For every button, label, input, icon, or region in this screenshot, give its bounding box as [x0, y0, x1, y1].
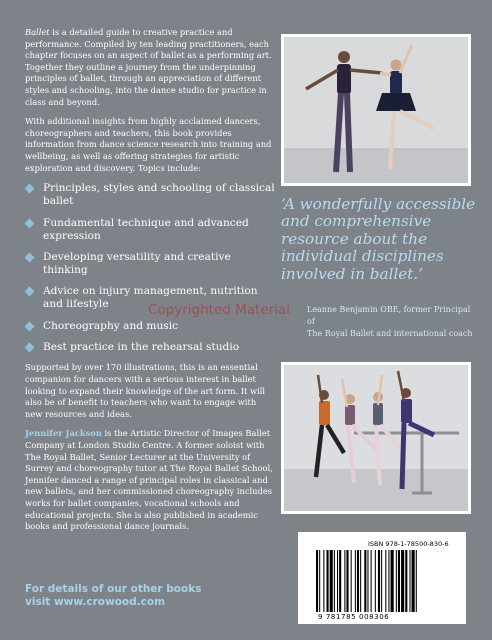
topic-label: Fundamental technique and advanced expression: [43, 216, 249, 242]
barcode-bar: [416, 550, 417, 612]
topic-item: [25, 251, 275, 277]
barcode-bar: [375, 550, 376, 612]
isbn-barcode-box: [298, 532, 466, 624]
topics-list: [25, 182, 275, 354]
barcode-bar: [360, 550, 361, 612]
barcode-bar: [334, 550, 335, 612]
barcode-bar: [396, 550, 397, 612]
topic-label: Advice on injury management, nutrition and lifestyle: [43, 285, 258, 311]
author-name: Jennifer Jackson: [25, 428, 102, 439]
barcode-bar: [355, 550, 356, 612]
author-bio-text: is the Artistic Director of Images Ballet Company at London Studio Centre. A former soloist with The Royal Ballet, Senior Lecturer at the University of Surrey and choreography tutor at The Royal Ballet School, Jennifer danced a range of principal roles in classical and new ballets, and her commissioned choreography includes works for ballet companies, vocational schools and educational projects. She is also published in academic books and professional dance journals.: [25, 428, 273, 532]
footer-line: For details of our other books: [25, 583, 202, 595]
barcode-icon: [298, 532, 466, 624]
barcode-digits: 9 781785 008306: [318, 613, 390, 621]
diamond-bullet-icon: [25, 252, 35, 262]
topic-label: Principles, styles and schooling of classical ballet: [43, 182, 275, 208]
barcode-bar: [346, 550, 348, 612]
diamond-bullet-icon: [25, 218, 35, 228]
barcode-bar: [357, 550, 359, 612]
review-quote: ‘A wonderfully accessible and comprehensive resource about the individual disciplines involved in ballet.’: [281, 195, 476, 283]
attribution-line: Leanne Benjamin OBE, former Principal of: [307, 305, 471, 326]
barcode-bar: [367, 550, 368, 612]
topic-item: [25, 217, 275, 243]
topic-label: Developing versatility and creative thinking: [43, 250, 231, 276]
barre-illustration: [284, 365, 468, 511]
footer-url: visit www.crowood.com: [25, 596, 166, 608]
barcode-bar: [398, 550, 400, 612]
diamond-bullet-icon: [25, 321, 35, 331]
quote-attribution: [307, 304, 477, 340]
barcode-bar: [401, 550, 404, 612]
duet-illustration: [284, 37, 468, 183]
description-column: [25, 27, 275, 541]
author-bio: [25, 428, 275, 532]
barcode-bar: [409, 550, 410, 612]
barcode-bar: [378, 550, 380, 612]
barcode-bar: [337, 550, 338, 612]
dancers-duet-photo: [281, 34, 471, 186]
barcode-bar: [351, 550, 352, 612]
barcode-bar: [323, 550, 324, 612]
barcode-bar: [412, 550, 415, 612]
barcode-bar: [316, 550, 318, 612]
barcode-bar: [371, 550, 372, 612]
barcode-bar: [319, 550, 320, 612]
diamond-bullet-icon: [25, 184, 35, 194]
topic-item: [25, 320, 275, 333]
barcode-bar: [364, 550, 366, 612]
dancers-barre-photo: [281, 362, 471, 514]
support-paragraph: Supported by over 170 illustrations, this is an essential companion for dancers with a serious interest in ballet looking to expand their knowledge of the art form. It will also be of benefit to teachers who want to engage with new resources and ideas.: [25, 362, 266, 419]
barcode-bar: [339, 550, 341, 612]
intro-text: is a detailed guide to creative practice and performance. Compiled by ten leading practitioners, each chapter focuses on an aspect of ballet as a performing art. Together they outline a journey from the underpinning principles of ballet, through an appreciation of different styles and schooling, into the dance studio for practice in class and beyond.: [25, 27, 272, 107]
topic-item: [25, 182, 275, 208]
attribution-line: The Royal Ballet and international coach: [307, 329, 473, 338]
book-title-italic: Ballet: [25, 27, 50, 37]
topic-label: Best practice in the rehearsal studio: [43, 341, 240, 354]
barcode-bar: [391, 550, 394, 612]
diamond-bullet-icon: [25, 287, 35, 297]
barcode-bar: [385, 550, 386, 612]
diamond-bullet-icon: [25, 343, 35, 353]
intro-paragraph: [25, 27, 275, 108]
barcode-bar: [330, 550, 333, 612]
footer-promo: [25, 583, 201, 609]
isbn-label: ISBN 978-1-78500-830-6: [368, 540, 449, 548]
barcode-bar: [327, 550, 329, 612]
topic-label: Choreography and music: [43, 319, 179, 332]
topic-item: [25, 341, 275, 354]
insights-paragraph: With additional insights from highly acclaimed dancers, choreographers and teachers, this book provides information from dance science research into training and wellbeing, as well as offering strategies for artistic exploration and discovery. Topics include:: [25, 116, 272, 173]
barcode-bar: [344, 550, 345, 612]
barcode-bar: [405, 550, 407, 612]
copyright-watermark: Copyrighted Material: [148, 302, 290, 318]
barcode-bar: [388, 550, 389, 612]
barcode-bar: [381, 550, 382, 612]
